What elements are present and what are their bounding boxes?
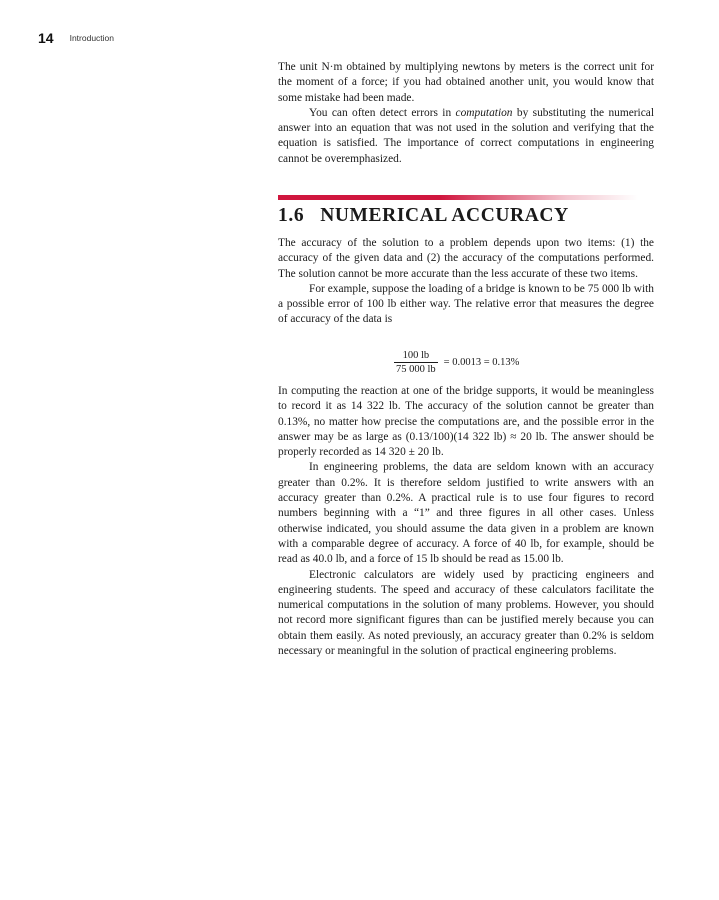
section-body-bottom: [278, 384, 654, 659]
fraction: [394, 350, 438, 375]
body-paragraph-2: For example, suppose the loading of a bridge is known to be 75 000 lb with a possible error of 100 lb either way. The relative error that measures the degree of accuracy of the data is: [278, 282, 654, 326]
page-number: 14: [38, 30, 54, 46]
equation-result: = 0.0013 = 0.13%: [443, 356, 520, 368]
body-paragraph-1: The accuracy of the solution to a problem depends upon two items: (1) the accuracy of the given data and (2) the accuracy of the computations performed. The solution cannot be more accurate than the less accurate of these two items.: [278, 237, 654, 280]
intro-paragraph-1: The unit N·m obtained by multiplying newtons by meters is the correct unit for the moment of a force; if you had obtained another unit, you would know that some mistake had been made.: [278, 61, 654, 104]
emphasis-computation: computation: [455, 106, 513, 119]
section-heading: [278, 205, 569, 227]
page-header: [38, 30, 114, 48]
section-rule: [278, 195, 638, 200]
relative-error-equation: [394, 346, 519, 378]
section-body-top: [278, 236, 654, 328]
body-paragraph-4: In engineering problems, the data are seldom known with an accuracy greater than 0.2%. It is therefore seldom justified to write answers with an accuracy greater than 0.2%. A practical rule is to use four figures to record numbers beginning with a “1” and three figures in all other cases. Unless otherwise indicated, you should assume the data given in a problem are known with a comparable degree of accuracy. A force of 40 lb, for example, should be read as 40.0 lb, and a force of 15 lb should be read as 15.00 lb.: [278, 461, 654, 566]
running-title: Introduction: [69, 33, 114, 43]
denominator: 75 000 lb: [396, 363, 436, 375]
intro-paragraph-2: You can often detect errors in computation by substituting the numerical answer into an equation that was not used in the solution and verifying that the equation is satisfied. The importance of correct computations in engineering cannot be overemphasized.: [278, 106, 655, 165]
body-paragraph-3: In computing the reaction at one of the bridge supports, it would be meaningless to record it as 14 322 lb. The accuracy of the solution cannot be greater than 0.13%, no matter how precise the computations are, and the possible error in the answer may be as large as (0.13/100)(14 322 lb) ≈ 20 lb. The answer should be properly recorded as 14 320 ± 20 lb.: [278, 385, 654, 459]
body-paragraph-5: Electronic calculators are widely used by practicing engineers and engineering students. The speed and accuracy of these calculators facilitate the numerical computations in the solution of many problems. However, you should not record more significant figures than can be justified merely because you can obtain them easily. As noted previously, an accuracy greater than 0.2% is seldom necessary or meaningful in the solution of practical engineering problems.: [278, 568, 654, 658]
numerator: 100 lb: [402, 349, 430, 361]
intro-text: [278, 60, 654, 167]
section-title: NUMERICAL ACCURACY: [320, 205, 569, 226]
section-number: 1.6: [278, 205, 305, 226]
